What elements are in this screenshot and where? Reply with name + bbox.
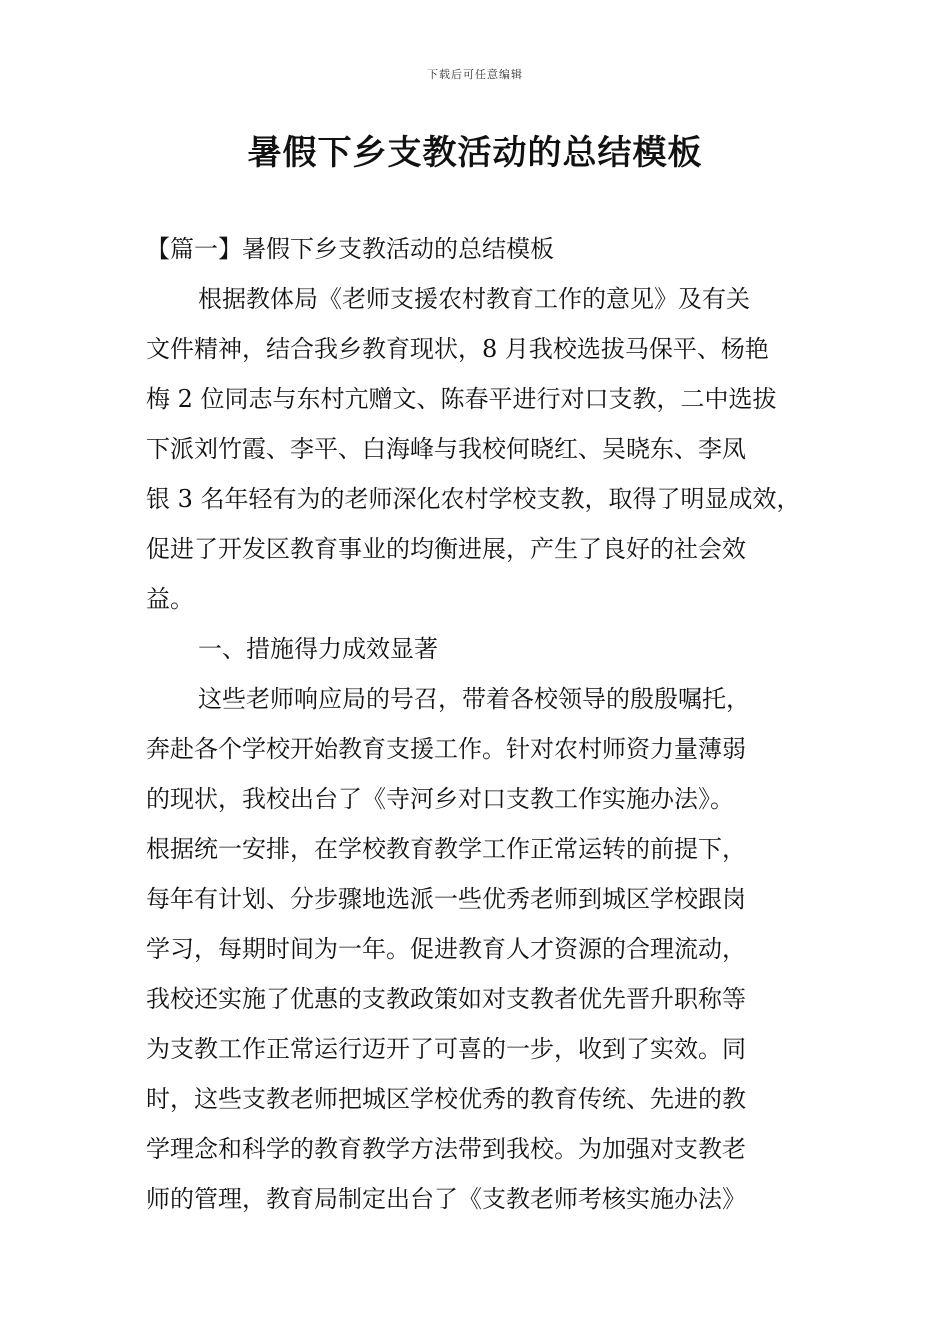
document-title: 暑假下乡支教活动的总结模板 — [247, 133, 703, 173]
paragraph-line: 师的管理，教育局制定出台了《支教老师考核实施办法》 — [146, 1185, 746, 1213]
paragraph-line: 文件精神，结合我乡教育现状，8 月我校选拔马保平、杨艳 — [146, 335, 769, 363]
subsection-heading: 一、措施得力成效显著 — [198, 635, 438, 663]
paragraph-line: 奔赴各个学校开始教育支援工作。针对农村师资力量薄弱 — [146, 735, 746, 763]
paragraph-line: 时，这些支教老师把城区学校优秀的教育传统、先进的教 — [146, 1085, 746, 1113]
paragraph-line: 促进了开发区教育事业的均衡进展，产生了良好的社会效 — [146, 535, 746, 563]
paragraph-line: 银 3 名年轻有为的老师深化农村学校支教，取得了明显成效， — [146, 485, 801, 513]
section-heading: 【篇一】暑假下乡支教活动的总结模板 — [146, 235, 554, 263]
paragraph-line: 每年有计划、分步骤地选派一些优秀老师到城区学校跟岗 — [146, 885, 746, 913]
paragraph-line: 我校还实施了优惠的支教政策如对支教者优先晋升职称等 — [146, 985, 746, 1013]
header-note: 下载后可任意编辑 — [427, 68, 523, 81]
paragraph-line: 梅 2 位同志与东村亢赠文、陈春平进行对口支教，二中选拔 — [146, 385, 777, 413]
paragraph-line: 学习，每期时间为一年。促进教育人才资源的合理流动， — [146, 935, 746, 963]
paragraph-line: 根据统一安排，在学校教育教学工作正常运转的前提下， — [146, 835, 746, 863]
paragraph-line: 益。 — [146, 585, 194, 613]
paragraph-line: 为支教工作正常运行迈开了可喜的一步，收到了实效。同 — [146, 1035, 746, 1063]
paragraph-line: 学理念和科学的教育教学方法带到我校。为加强对支教老 — [146, 1135, 746, 1163]
paragraph-line: 这些老师响应局的号召，带着各校领导的殷殷嘱托， — [198, 685, 750, 713]
document-body — [146, 224, 826, 1224]
paragraph-line: 根据教体局《老师支援农村教育工作的意见》及有关 — [198, 285, 750, 313]
paragraph-line: 下派刘竹霞、李平、白海峰与我校何晓红、吴晓东、李凤 — [146, 435, 746, 463]
paragraph-line: 的现状，我校出台了《寺河乡对口支教工作实施办法》。 — [146, 785, 734, 813]
